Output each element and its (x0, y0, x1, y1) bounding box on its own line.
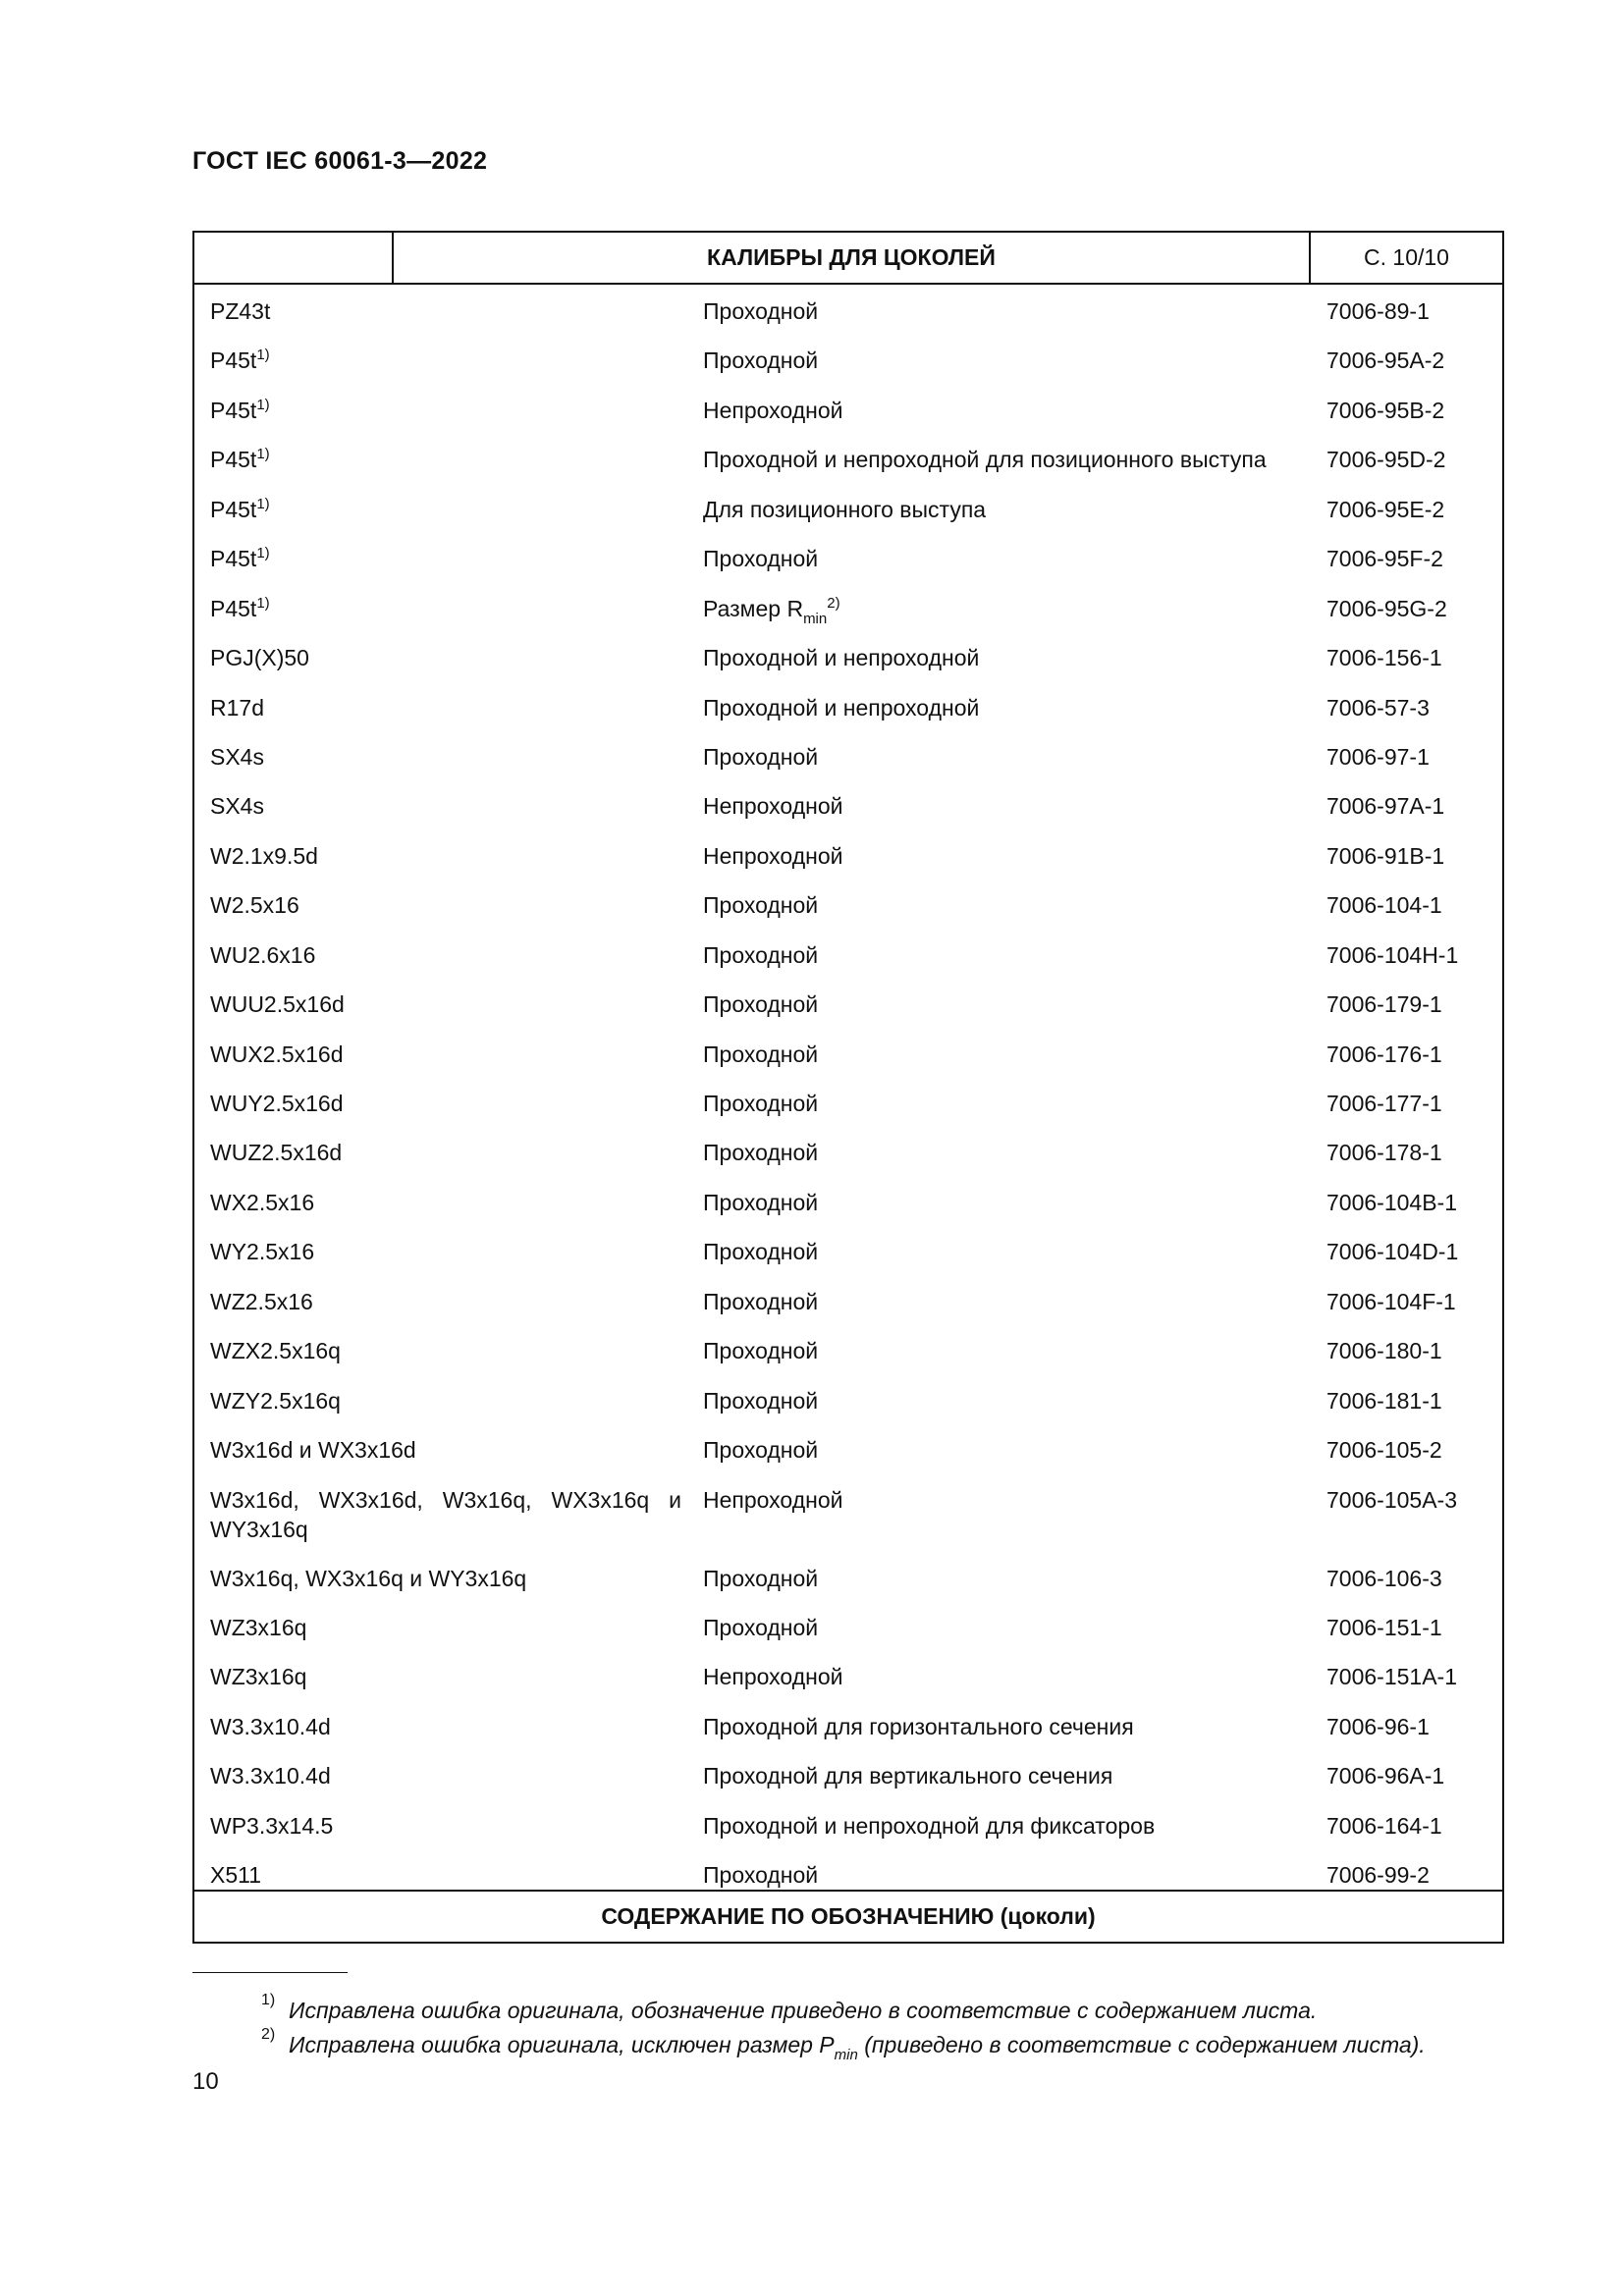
base-designation: WU2.6x16 (210, 941, 316, 968)
gauge-sheet-code: 7006-106-3 (1326, 1565, 1442, 1591)
gauge-sheet-code: 7006-89-1 (1326, 298, 1430, 324)
gauge-type: Проходной (703, 298, 819, 324)
gauge-type: Проходной (703, 1614, 819, 1640)
base-designation: SX4s (210, 793, 264, 820)
table-row (194, 1425, 1502, 1474)
base-designation: SX4s (210, 743, 264, 770)
table-header-row (194, 233, 1502, 285)
gauge-sheet-code: 7006-179-1 (1326, 991, 1442, 1018)
table-row (194, 1603, 1502, 1652)
table-row (194, 1079, 1502, 1128)
table-title: КАЛИБРЫ ДЛЯ ЦОКОЛЕЙ (394, 233, 1311, 283)
base-designation: WZX2.5x16q (210, 1338, 341, 1364)
base-designation: WUU2.5x16d (210, 991, 345, 1018)
base-designation: W3x16d и WX3x16d (210, 1437, 416, 1464)
gauge-type: Проходной (703, 546, 819, 572)
table-body (194, 287, 1502, 1900)
base-designation: WZ3x16q (210, 1664, 307, 1690)
gauge-sheet-code: 7006-99-2 (1326, 1862, 1430, 1889)
gauge-type: Непроходной (703, 1664, 843, 1690)
table-row (194, 1475, 1502, 1554)
base-designation: W3.3x10.4d (210, 1713, 331, 1739)
table-row (194, 287, 1502, 336)
gauge-sheet-code: 7006-104B-1 (1326, 1189, 1457, 1215)
gauge-sheet-code: 7006-181-1 (1326, 1387, 1442, 1414)
table-row (194, 386, 1502, 435)
footnote-ref: 1) (256, 446, 270, 463)
table-row (194, 1227, 1502, 1276)
gauge-sheet-code: 7006-95G-2 (1326, 595, 1447, 621)
table-row (194, 1801, 1502, 1850)
gauge-sheet-code: 7006-96-1 (1326, 1713, 1430, 1739)
table-row (194, 633, 1502, 682)
base-designation: WZ2.5x16 (210, 1288, 313, 1314)
footnote-ref: 2) (827, 594, 840, 612)
gauge-type: Проходной (703, 1140, 819, 1166)
table-row (194, 534, 1502, 583)
gauge-sheet-code: 7006-105-2 (1326, 1437, 1442, 1464)
footnote-text: Исправлена ошибка оригинала, обозначение приведено в соответствие с содержанием листа. (289, 1998, 1318, 2023)
table-footer: СОДЕРЖАНИЕ ПО ОБОЗНАЧЕНИЮ (цоколи) (194, 1890, 1502, 1942)
gauge-type: Размер $R_{min}^{2)}$ (703, 594, 840, 627)
gauge-sheet-code: 7006-178-1 (1326, 1140, 1442, 1166)
footnote-mark: 2) (261, 2026, 276, 2043)
table-row (194, 1751, 1502, 1800)
base-designation: $P45t^{1)}$ (210, 396, 270, 423)
table-header-blank-cell (194, 233, 394, 283)
gauge-type: Проходной и непроходной для фиксаторов (703, 1812, 1156, 1839)
table-row (194, 584, 1502, 633)
base-designation: WUZ2.5x16d (210, 1140, 343, 1166)
table-row (194, 1326, 1502, 1375)
gauge-type: Проходной (703, 1189, 819, 1215)
table-row (194, 1030, 1502, 1079)
base-designation: WUY2.5x16d (210, 1091, 344, 1116)
gauge-type: Проходной (703, 1862, 819, 1889)
table-row (194, 1652, 1502, 1701)
table-row (194, 1277, 1502, 1326)
base-designation: PZ43t (210, 298, 271, 324)
base-designation: W3x16d, WX3x16d, W3x16q, WX3x16q и WY3x16q (210, 1486, 681, 1542)
gauge-type: Непроходной (703, 1486, 843, 1513)
gauge-type: Проходной (703, 1387, 819, 1414)
page-number: 10 (192, 2068, 219, 2095)
gauge-sheet-code: 7006-95B-2 (1326, 397, 1445, 423)
table-row (194, 732, 1502, 781)
gauge-sheet-code: 7006-105A-3 (1326, 1486, 1457, 1513)
gauge-type: Проходной для вертикального сечения (703, 1763, 1113, 1789)
table-row (194, 881, 1502, 930)
gauge-type: Проходной и непроходной (703, 694, 980, 721)
gauge-sheet-code: 7006-96A-1 (1326, 1763, 1445, 1789)
footnote-ref: 1) (256, 347, 270, 364)
base-designation: WZ3x16q (210, 1614, 307, 1640)
gauge-type: Для позиционного выступа (703, 496, 987, 522)
gauge-type: Проходной и непроходной для позиционного выступа (703, 447, 1267, 473)
table-row (194, 336, 1502, 385)
gauges-table (192, 231, 1504, 1944)
gauge-type: Проходной и непроходной (703, 645, 980, 671)
table-row (194, 435, 1502, 484)
footnote-separator (192, 1972, 348, 1973)
gauge-type: Проходной (703, 1437, 819, 1464)
table-row (194, 781, 1502, 830)
gauge-sheet-code: 7006-57-3 (1326, 694, 1430, 721)
base-designation: PGJ(X)50 (210, 645, 309, 671)
gauge-type: Проходной (703, 1565, 819, 1591)
gauge-type: Проходной (703, 347, 819, 374)
gauge-sheet-code: 7006-95F-2 (1326, 546, 1443, 572)
table-row (194, 1376, 1502, 1425)
base-designation: WUX2.5x16d (210, 1041, 344, 1067)
gauge-sheet-code: 7006-95E-2 (1326, 496, 1445, 522)
gauge-type: Непроходной (703, 397, 843, 423)
base-designation: W3x16q, WX3x16q и WY3x16q (210, 1565, 527, 1591)
base-designation: WX2.5x16 (210, 1189, 315, 1215)
gauge-sheet-code: 7006-97A-1 (1326, 793, 1445, 820)
base-designation: $P45t^{1)}$ (210, 495, 270, 522)
table-row (194, 1128, 1502, 1177)
gauge-type: Непроходной (703, 842, 843, 869)
gauge-sheet-code: 7006-151-1 (1326, 1614, 1442, 1640)
footnote-ref: 1) (256, 594, 270, 612)
gauge-type: Проходной (703, 1338, 819, 1364)
gauge-sheet-code: 7006-95D-2 (1326, 447, 1446, 473)
gauge-sheet-code: 7006-97-1 (1326, 743, 1430, 770)
footnote-ref: 1) (256, 545, 270, 562)
base-designation: W2.5x16 (210, 892, 299, 919)
gauge-sheet-code: 7006-164-1 (1326, 1812, 1442, 1839)
gauge-sheet-code: 7006-176-1 (1326, 1041, 1442, 1067)
table-row (194, 931, 1502, 980)
gauge-sheet-code: 7006-177-1 (1326, 1091, 1442, 1116)
gauge-type: Непроходной (703, 793, 843, 820)
base-designation: $P45t^{1)}$ (210, 347, 270, 374)
sheet-number: С. 10/10 (1364, 244, 1449, 270)
gauge-sheet-code: 7006-104D-1 (1326, 1239, 1459, 1265)
gauge-type: Проходной (703, 743, 819, 770)
footnote-ref: 1) (256, 495, 270, 512)
gauge-type: Проходной (703, 892, 819, 919)
table-row (194, 1178, 1502, 1227)
table-row (194, 1702, 1502, 1751)
gauge-sheet-code: 7006-156-1 (1326, 645, 1442, 671)
gauge-type: Проходной (703, 1041, 819, 1067)
table-row (194, 831, 1502, 881)
gauge-sheet-code: 7006-151A-1 (1326, 1664, 1457, 1690)
gauge-sheet-code: 7006-180-1 (1326, 1338, 1442, 1364)
footnote-mark: 1) (261, 1992, 276, 2008)
table-row (194, 980, 1502, 1029)
gauge-sheet-code: 7006-95A-2 (1326, 347, 1445, 374)
table-row (194, 485, 1502, 534)
base-designation: X511 (210, 1862, 262, 1889)
table-row (194, 683, 1502, 732)
base-designation: WZY2.5x16q (210, 1387, 341, 1414)
base-designation: W3.3x10.4d (210, 1763, 331, 1789)
footnote-ref: 1) (256, 396, 270, 413)
gauge-type: Проходной (703, 1239, 819, 1265)
gauge-sheet-code: 7006-104H-1 (1326, 941, 1459, 968)
base-designation: WY2.5x16 (210, 1239, 315, 1265)
base-designation: $P45t^{1)}$ (210, 446, 270, 473)
base-designation: W2.1x9.5d (210, 842, 318, 869)
gauge-sheet-code: 7006-91B-1 (1326, 842, 1445, 869)
gauge-type: Проходной (703, 1288, 819, 1314)
base-designation: $P45t^{1)}$ (210, 545, 270, 572)
gauge-type: Проходной (703, 991, 819, 1018)
gauge-type: Проходной (703, 1091, 819, 1116)
document-header: ГОСТ IEC 60061-3—2022 (192, 147, 488, 175)
table-row (194, 1554, 1502, 1603)
gauge-type: Проходной (703, 941, 819, 968)
footnote-text: Исправлена ошибка оригинала, исключен размер $P_{min}$ (приведено в соответствие с содержанием листа). (289, 2032, 1426, 2063)
gauge-type: Проходной для горизонтального сечения (703, 1713, 1134, 1739)
gauge-sheet-code: 7006-104-1 (1326, 892, 1442, 919)
base-designation: $P45t^{1)}$ (210, 594, 270, 621)
base-designation: R17d (210, 694, 264, 721)
base-designation: WP3.3x14.5 (210, 1812, 334, 1839)
gauge-sheet-code: 7006-104F-1 (1326, 1288, 1456, 1314)
